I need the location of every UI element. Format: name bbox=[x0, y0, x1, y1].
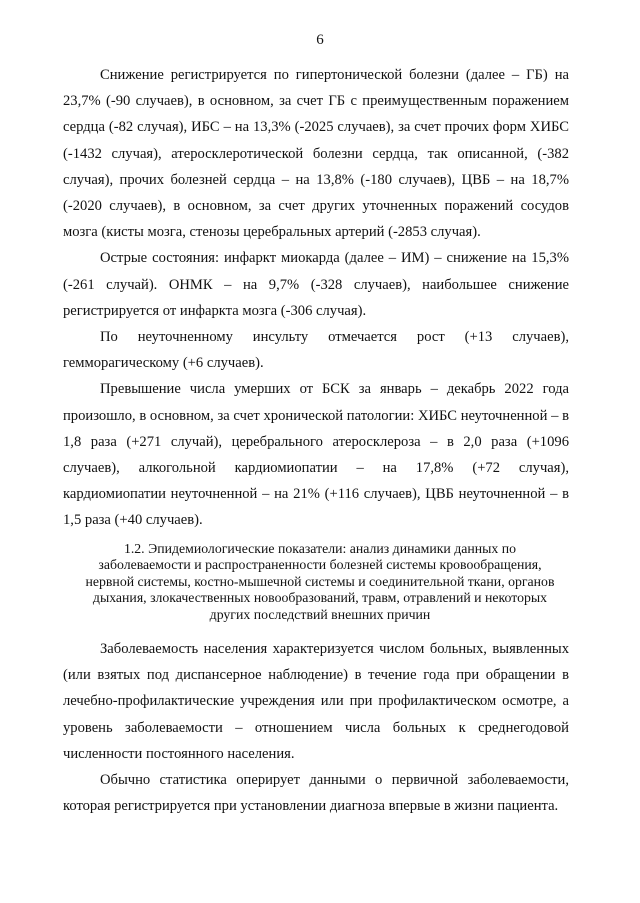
section-heading-line: заболеваемости и распространенности болезней системы кровообращения, bbox=[98, 557, 542, 573]
paragraph-stroke-growth: По неуточненному инсульту отмечается рост (+13 случаев), гемморагическому (+6 случаев). bbox=[63, 329, 569, 372]
page-number: 6 bbox=[316, 32, 324, 48]
paragraph-decline-stats: Снижение регистрируется по гипертонической болезни (далее – ГБ) на 23,7% (-90 случаев), в основном, за счет ГБ с преимущественным поражением сердца (-82 случая), ИБС – на 13,3% (-2025 случаев), за счет прочих форм ХИБС (-1432 случая), атеросклеротической болезни сердца, так описанной, (-382 случая), прочих болезней сердца – на 13,8% (-180 случаев), ЦВБ – на 18,7% (-2020 случаев), в основном, за счет других уточненных поражений сосудов мозга (кисты мозга, стенозы церебральных артерий (-2853 случая). bbox=[63, 67, 569, 241]
paragraph-mortality-excess: Превышение числа умерших от БСК за январь – декабрь 2022 года произошло, в основном, за счет хронической патологии: ХИБС неуточненной – в 1,8 раза (+271 случай), церебрального атеросклероза – в 2,0 раза (+1096 случаев), алкогольной кардиомиопатии – на 17,8% (+72 случая), кардиомиопатии неуточненной – на 21% (+116 случаев), ЦВБ неуточненной – в 1,5 раза (+40 случаев). bbox=[63, 381, 569, 529]
body-text-top bbox=[63, 62, 569, 534]
body-text-bottom bbox=[63, 636, 569, 819]
section-heading-line: других последствий внешних причин bbox=[209, 606, 431, 622]
paragraph-primary-morbidity: Обычно статистика оперирует данными о первичной заболеваемости, которая регистрируется при установлении диагноза впервые в жизни пациента. bbox=[63, 772, 569, 815]
section-heading-line: дыхания, злокачественных новообразований, травм, отравлений и некоторых bbox=[92, 590, 548, 606]
paragraph-morbidity-definition: Заболеваемость населения характеризуется числом больных, выявленных (или взятых под диспансерное наблюдение) в течение года при обращении в лечебно-профилактические учреждения или при профилактическом осмотре, а уровень заболеваемости – отношением числа больных к среднегодовой численности постоянного населения. bbox=[63, 641, 569, 762]
paragraph-acute-conditions: Острые состояния: инфаркт миокарда (далее – ИМ) – снижение на 15,3% (-261 случай). ОНМК – на 9,7% (-328 случаев), наибольшее снижение регистрируется от инфаркта мозга (-306 случая). bbox=[63, 250, 569, 319]
section-heading-line: 1.2. Эпидемиологические показатели: анализ динамики данных по bbox=[123, 541, 517, 556]
section-heading bbox=[68, 541, 572, 623]
section-heading-line: нервной системы, костно-мышечной системы и соединительной ткани, органов bbox=[85, 573, 555, 589]
